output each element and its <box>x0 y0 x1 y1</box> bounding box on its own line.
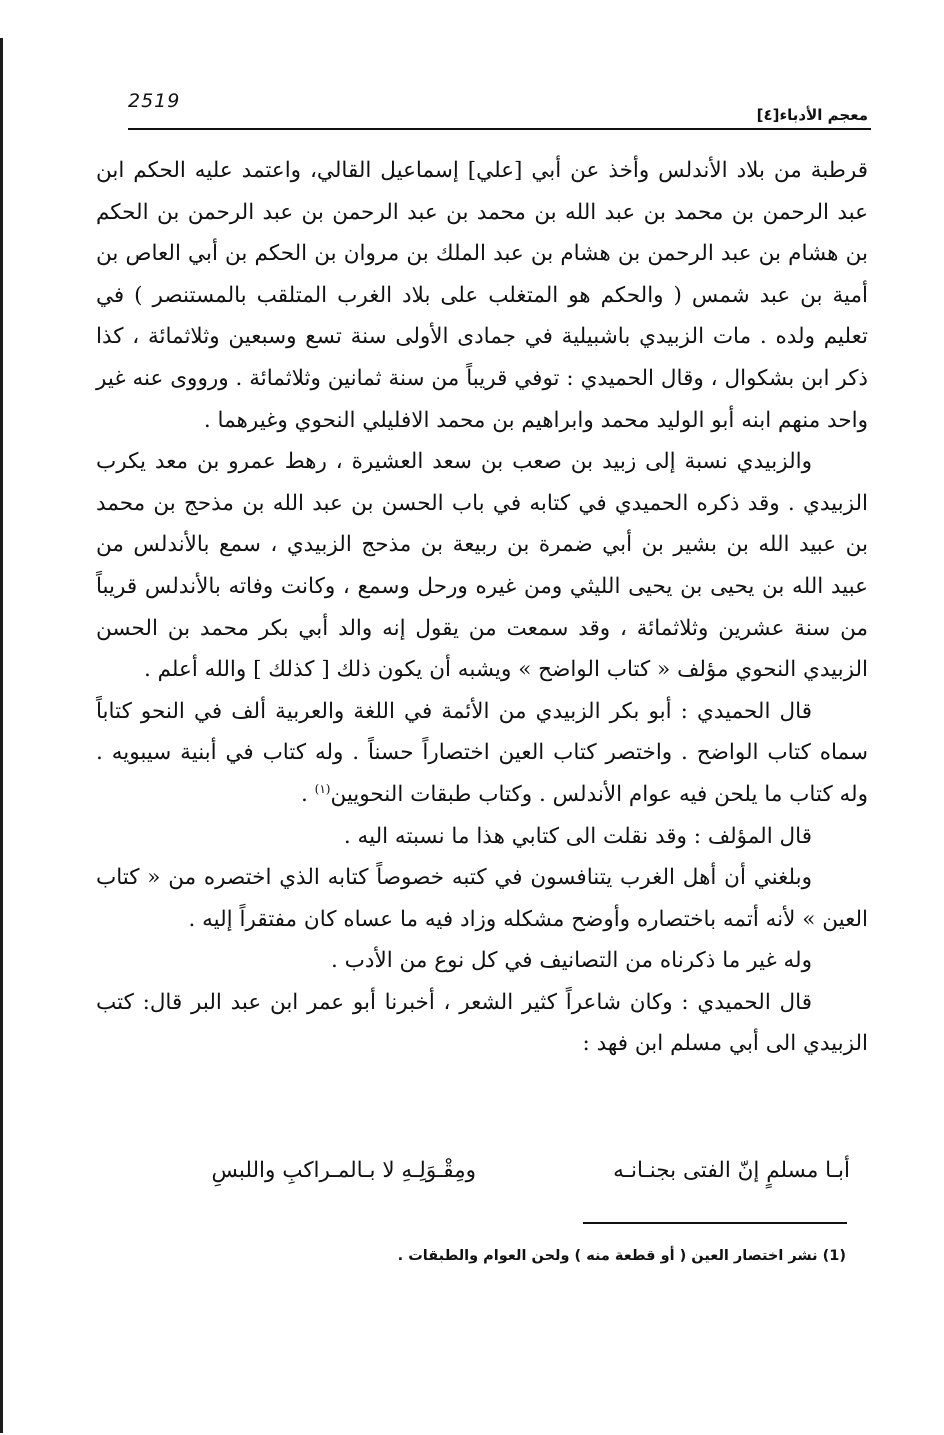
paragraph-2: والزبيدي نسبة إلى زبيد بن صعب بن سعد العشيرة ، رهط عمرو بن معد يكرب الزبيدي . وقد ذكره الحميدي في كتابه في باب الحسن بن عبد الله بن مذحج بن محمد بن عبيد الله بن بشير بن أبي ضمرة بن ربيعة بن مذحج الزبيدي ، سمع بالأندلس من عبيد الله بن يحيى بن يحيى الليثي ومن غيره ورحل وسمع ، وكانت وفاته بالأندلس قريباً من سنة عشرين وثلاثمائة ، وقد سمعت من يقول إنه والد أبي بكر محمد بن الحسن الزبيدي النحوي مؤلف « كتاب الواضح » ويشبه أن يكون ذلك [ كذلك ] والله أعلم . <box>96 449 868 683</box>
paragraph-3-text: قال الحميدي : أبو بكر الزبيدي من الأئمة في اللغة والعربية ألف في النحو كتاباً سماه كتاب الواضح . واختصر كتاب العين اختصاراً حسناً . وله كتاب في أبنية سيبويه . وله كتاب ما يلحن فيه عوام الأندلس . وكتاب طبقات النحويين <box>96 698 868 807</box>
paragraph-4: قال المؤلف : وقد نقلت الى كتابي هذا ما نسبته اليه . <box>343 823 812 849</box>
paragraph-3-end: . <box>300 781 315 807</box>
footnote-reference: (١) <box>314 781 331 796</box>
header-rule <box>128 128 871 130</box>
paragraph-5: وبلغني أن أهل الغرب يتنافسون في كتبه خصوصاً كتابه الذي اختصره من « كتاب العين » لأنه أتمه باختصاره وأوضح مشكله وزاد فيه ما عساه كان مفتقراً إليه . <box>96 865 868 932</box>
poem-hemistich-1: أبـا مسلمٍ إنّ الفتى بجنـانـه <box>613 1158 850 1183</box>
paragraph-7: قال الحميدي : وكان شاعراً كثير الشعر ، أخبرنا أبو عمر ابن عبد البر قال: كتب الزبيدي الى أبي مسلم ابن فهد : <box>96 989 868 1057</box>
running-title: معجم الأدباء[٤] <box>756 106 868 124</box>
paragraph-1: قرطبة من بلاد الأندلس وأخذ عن أبي [علي] إسماعيل القالي، واعتمد عليه الحكم ابن عبد الرحمن بن محمد بن عبد الله بن محمد بن عبد الرحمن بن عبد الرحمن بن الحكم بن هشام بن عبد الرحمن بن هشام بن عبد الملك بن مروان بن الحكم بن أبي العاص بن أمية بن عبد شمس ( والحكم هو المتغلب على بلاد الغرب المتلقب بالمستنصر ) في تعليم ولده . مات الزبيدي باشبيلية في جمادى الأولى سنة تسع وسبعين وثلاثمائة ، كذا ذكر ابن بشكوال ، وقال الحميدي : توفي قريباً من سنة ثمانين وثلاثمائة . ورووى عنه غير واحد منهم ابنه أبو الوليد محمد وابراهيم بن محمد الافليلي النحوي وغيرهما . <box>96 158 868 433</box>
poem-hemistich-2: ومِقْـوَلِـهِ لا بـالمـراكبِ واللبسِ <box>211 1158 476 1183</box>
footnote: (1) نشر اختصار العين ( أو قطعة منه ) ولحن العوام والطبقات . <box>397 1248 846 1264</box>
main-text <box>96 150 868 1065</box>
page-number: 2519 <box>128 90 181 112</box>
paragraph-3 <box>96 691 868 816</box>
scan-edge <box>0 38 3 1433</box>
footnote-rule <box>583 1222 847 1224</box>
paragraph-6: وله غير ما ذكرناه من التصانيف في كل نوع من الأدب . <box>331 948 812 974</box>
